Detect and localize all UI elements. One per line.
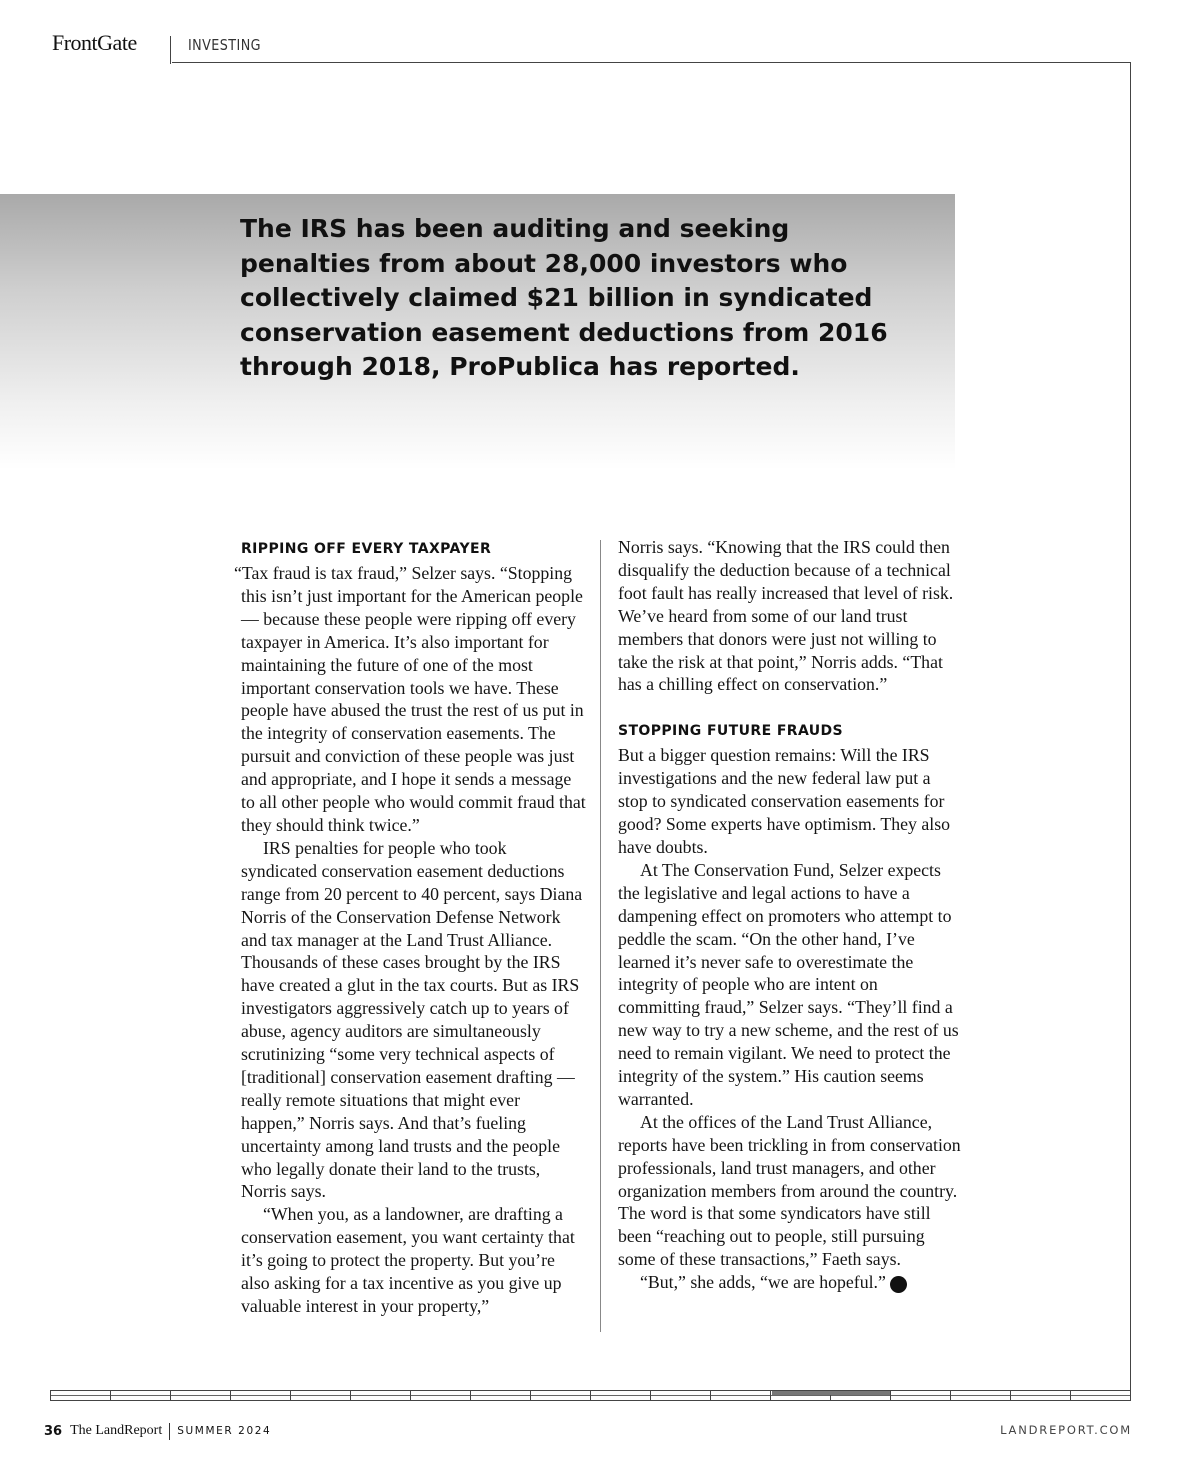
subhead-stopping-frauds: STOPPING FUTURE FRAUDS [618, 723, 844, 740]
section-gap [618, 696, 963, 718]
closing-quote: “But,” she adds, “we are hopeful.” [640, 1272, 886, 1293]
paragraph: Norris says. “Knowing that the IRS could then disqualify the deduction because of a technical foot fault has really increased that level of risk. We’ve heard from some of our land trust members that donors were just not willing to take the risk at that point,” Norris adds. “That has a chilling effect on conservation.” [618, 537, 954, 695]
article-column-left [234, 536, 586, 1318]
paragraph: But a bigger question remains: Will the IRS investigations and the new federal law put a stop to syndicated conservation easements for good? Some experts have optimism. They also have doubts. [618, 745, 951, 857]
ruler-tick [110, 1391, 111, 1400]
ruler-tick [50, 1391, 51, 1400]
ruler-tick [1130, 1391, 1131, 1400]
frame-top-rule [172, 62, 1131, 63]
website-link[interactable]: LANDREPORT.COM [1000, 1423, 1132, 1437]
subhead-ripping-off: RIPPING OFF EVERY TAXPAYER [241, 541, 492, 557]
page-number: 36 [44, 1423, 63, 1439]
ruler-tick [770, 1391, 771, 1400]
ruler-tick [350, 1391, 351, 1400]
ruler-tick [470, 1391, 471, 1400]
column-divider [600, 540, 601, 1332]
ruler-tick [890, 1391, 891, 1400]
paragraph: “Tax fraud is tax fraud,” Selzer says. “Stopping this isn’t just important for the American people — because these people were ripping off every taxpayer in America. It’s also important for maintaining the future of one of the most important conservation tools we have. These people have abused the trust the rest of us put in the integrity of conservation easements. The pursuit and conviction of these people was just and appropriate, and I hope it sends a message to all other people who would commit fraud that they should think twice.” [234, 563, 586, 835]
brand-logo: FrontGate [52, 30, 137, 55]
paragraph-closing [618, 1271, 963, 1294]
ruler-tick [530, 1391, 531, 1400]
ruler-highlight [772, 1391, 890, 1395]
pullquote: The IRS has been auditing and seeking penalties from about 28,000 investors who collectively claimed $21 billion in syndicated conservation easement deductions from 2016 through 2018, ProPublica has reported. [240, 214, 888, 381]
ruler-tick [590, 1391, 591, 1400]
ruler-tick [950, 1391, 951, 1400]
magazine-name: The LandReport [70, 1423, 163, 1438]
ruler-tick [290, 1391, 291, 1400]
footer-left [44, 1421, 271, 1441]
issue-label: SUMMER 2024 [177, 1425, 272, 1437]
paragraph: At the offices of the Land Trust Alliance, reports have been trickling in from conservation professionals, land trust managers, and other organization members from around the country. The word is that some syndicators have still been “reaching out to people, still pursuing some of these transactions,” Faeth says. [618, 1111, 961, 1270]
paragraph: “When you, as a landowner, are drafting a conservation easement, you want certainty that it’s going to protect the property. But you’re also asking for a tax incentive as you give up valuable interest in your property,” [241, 1204, 575, 1316]
ruler-tick [410, 1391, 411, 1400]
section-label: INVESTING [188, 36, 261, 54]
article-column-right [618, 536, 963, 1294]
ruler-tick [230, 1391, 231, 1400]
header-divider [170, 36, 171, 64]
paragraph: IRS penalties for people who took syndicated conservation easement deductions range from 20 percent to 40 percent, says Diana Norris of the Conservation Defense Network and tax manager at the Land Trust Alliance. Thousands of these cases brought by the IRS have created a glut in the tax courts. But as IRS investigators aggressively catch up to years of abuse, agency auditors are simultaneously scrutinizing “some very technical aspects of [traditional] conservation easement drafting — really remote situations that might ever happen,” Norris says. And that’s fueling uncertainty among land trusts and the people who legally donate their land to the trusts, Norris says. [241, 837, 583, 1202]
frame-right-rule [1130, 62, 1131, 1397]
ruler-tick [650, 1391, 651, 1400]
footer-divider [169, 1423, 170, 1440]
decorative-ruler [50, 1390, 1131, 1401]
paragraph: At The Conservation Fund, Selzer expects the legislative and legal actions to have a dampening effect on promoters who attempt to peddle the scam. “On the other hand, I’ve learned it’s never safe to overestimate the integrity of people who are intent on committing fraud,” Selzer says. “They’ll find a new way to try a new scheme, and the rest of us need to remain vigilant. We need to protect the integrity of the system.” His caution seems warranted. [618, 859, 959, 1109]
end-mark-icon: LR [890, 1276, 907, 1293]
ruler-tick [170, 1391, 171, 1400]
ruler-tick [710, 1391, 711, 1400]
ruler-tick [1010, 1391, 1011, 1400]
ruler-tick [1070, 1391, 1071, 1400]
